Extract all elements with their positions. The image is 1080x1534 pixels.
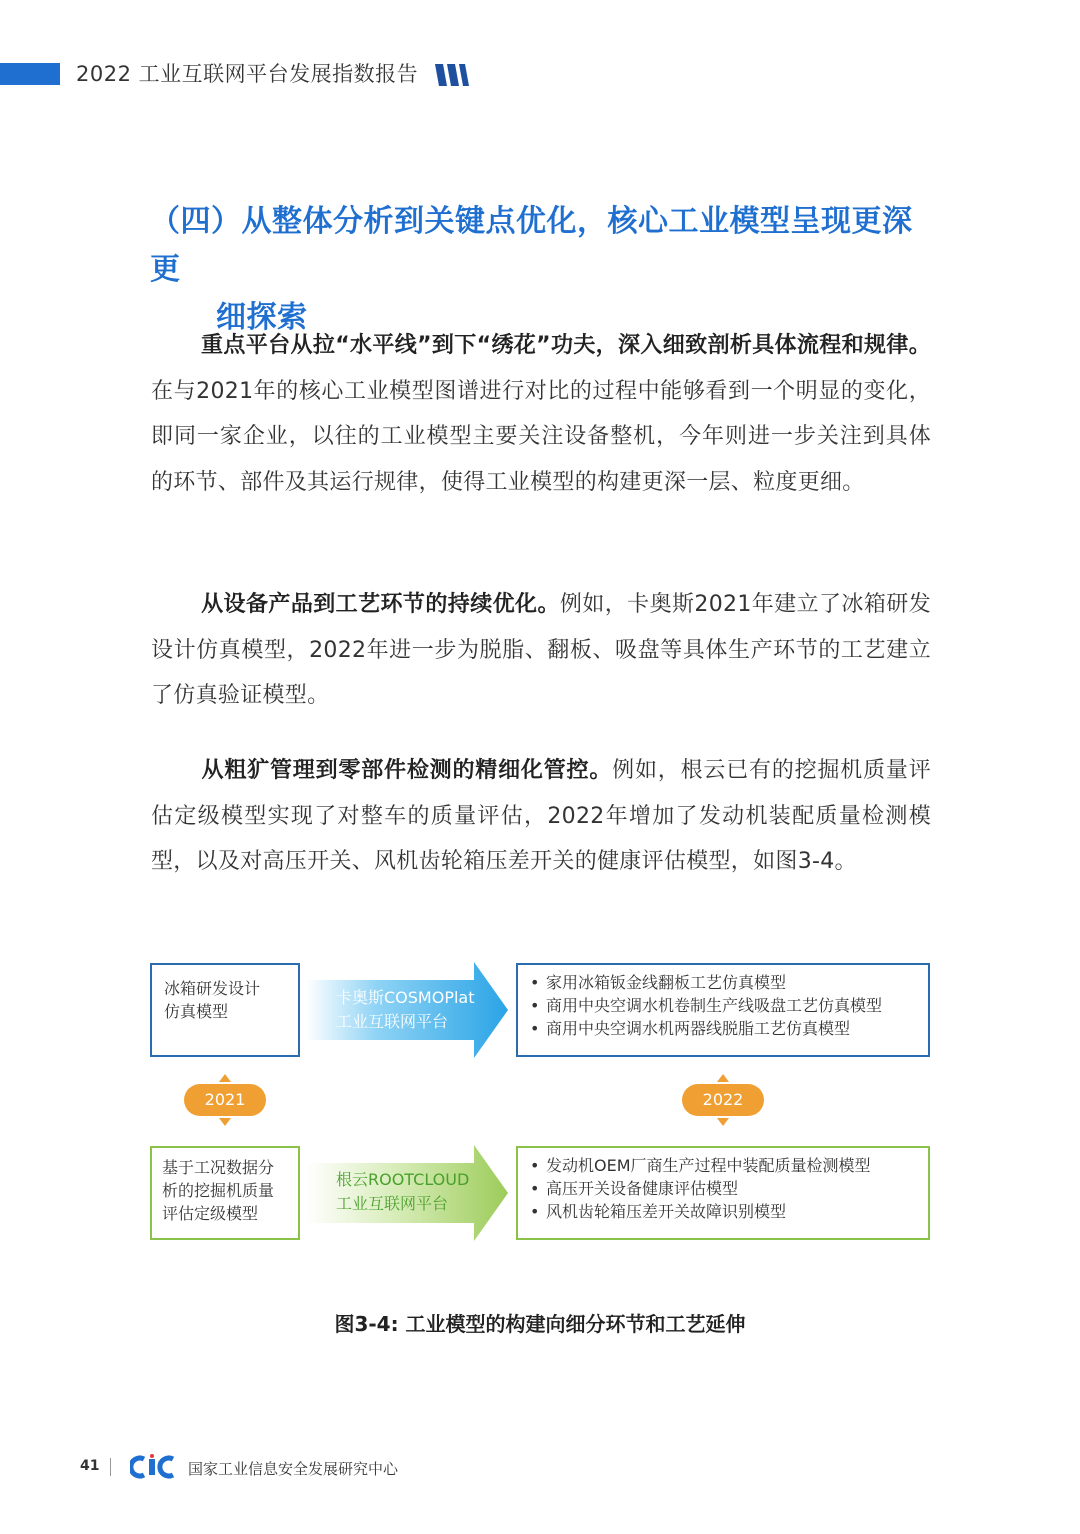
year-badge-2021: 2021 (184, 1084, 266, 1116)
organization-name: 国家工业信息安全发展研究中心 (188, 1460, 399, 1478)
year-badge-2022: 2022 (682, 1084, 764, 1116)
platform-cosmoplat (336, 986, 475, 1034)
paragraph-1 (151, 323, 931, 505)
platform-rootcloud-line1: 根云ROOTCLOUD (336, 1170, 470, 1189)
source-model-box-rootcloud (150, 1146, 300, 1240)
list-item: • 商用中央空调水机两器线脱脂工艺仿真模型 (528, 1017, 918, 1040)
paragraph-2-body: 例如，卡奥斯2021年建立了冰箱研发设计仿真模型，2022年进一步为脱脂、翻板、吸盘等具体生产环节的工艺建立了仿真验证模型。 (151, 592, 931, 709)
source-model-rootcloud-line2: 析的挖掘机质量 (162, 1181, 275, 1200)
footer-divider (110, 1458, 111, 1476)
paragraph-2-lead: 从设备产品到工艺环节的持续优化。 (201, 592, 560, 617)
section-title (150, 198, 940, 342)
paragraph-3-body: 例如，根云已有的挖掘机质量评估定级模型实现了对整车的质量评估，2022年增加了发动机装配质量检测模型，以及对高压开关、风机齿轮箱压差开关的健康评估模型，如图3-4。 (151, 758, 932, 875)
cic-logo-icon (130, 1454, 178, 1480)
source-model-2021-line1: 冰箱研发设计 (164, 979, 261, 998)
header-slash-mark-icon (433, 64, 469, 86)
platform-rootcloud-line2: 工业互联网平台 (336, 1194, 449, 1213)
source-model-rootcloud-line3: 评估定级模型 (162, 1204, 259, 1223)
paragraph-3-lead: 从粗犷管理到零部件检测的精细化管控。 (201, 758, 613, 783)
paragraph-3 (151, 748, 931, 885)
report-title: 2022 工业互联网平台发展指数报告 (76, 62, 419, 86)
source-model-rootcloud-line1: 基于工况数据分 (162, 1158, 275, 1177)
figure-caption: 图3-4: 工业模型的构建向细分环节和工艺延伸 (334, 1312, 746, 1336)
section-title-line1: （四）从整体分析到关键点优化，核心工业模型呈现更深更 (150, 204, 913, 287)
list-item: • 家用冰箱钣金线翻板工艺仿真模型 (528, 971, 918, 994)
platform-cosmoplat-line1: 卡奥斯COSMOPlat (336, 988, 475, 1007)
paragraph-2 (151, 582, 931, 719)
list-item: • 发动机OEM厂商生产过程中装配质量检测模型 (528, 1154, 918, 1177)
source-model-2021-line2: 仿真模型 (164, 1002, 229, 1021)
list-item: • 高压开关设备健康评估模型 (528, 1177, 918, 1200)
paragraph-1-body: 在与2021年的核心工业模型图谱进行对比的过程中能够看到一个明显的变化，即同一家企业，以往的工业模型主要关注设备整机，今年则进一步关注到具体的环节、部件及其运行规律，使得工业模型的构建更深一层、粒度更细。 (151, 378, 931, 495)
models-2022-box-cosmoplat (516, 963, 930, 1057)
platform-cosmoplat-line2: 工业互联网平台 (336, 1012, 449, 1031)
triangle-up-icon (717, 1074, 729, 1082)
source-model-box-2021 (150, 963, 300, 1057)
section-title-line2: 细探索 (216, 300, 308, 335)
triangle-up-icon (219, 1074, 231, 1082)
platform-rootcloud (336, 1168, 469, 1216)
triangle-down-icon (219, 1118, 231, 1126)
header-accent-bar (0, 63, 60, 85)
paragraph-1-lead: 重点平台从拉“水平线”到下“绣花”功夫，深入细致剖析具体流程和规律。 (201, 333, 931, 358)
triangle-down-icon (717, 1118, 729, 1126)
page-number: 41 (80, 1458, 100, 1474)
models-2022-box-rootcloud (516, 1146, 930, 1240)
list-item: • 商用中央空调水机卷制生产线吸盘工艺仿真模型 (528, 994, 918, 1017)
list-item: • 风机齿轮箱压差开关故障识别模型 (528, 1200, 918, 1223)
